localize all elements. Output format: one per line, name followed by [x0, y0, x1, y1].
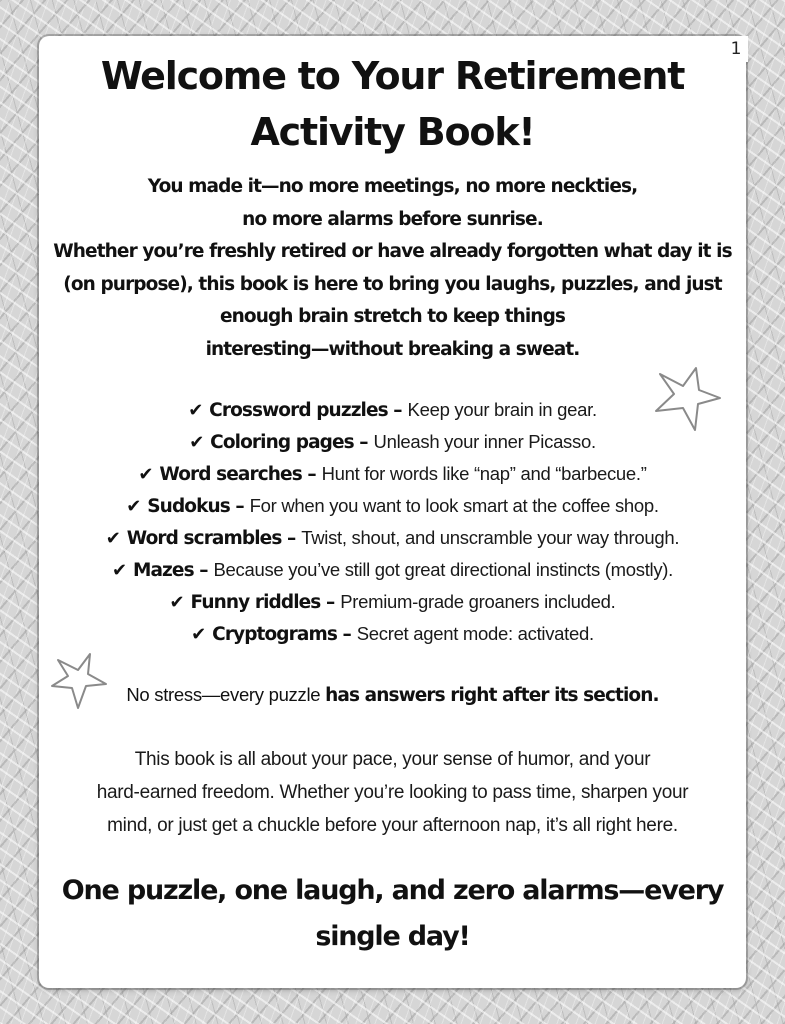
- feature-item-sudokus: [0, 490, 785, 522]
- feature-item-word-scrambles: [0, 522, 785, 554]
- closing-line-1: One puzzle, one laugh, and zero alarms—every: [61, 875, 724, 906]
- check-mark-icon: ✔: [189, 432, 205, 453]
- check-mark-icon: ✔: [191, 624, 207, 645]
- intro-line: (on purpose), this book is here to bring you laughs, puzzles, and just: [63, 273, 722, 295]
- feature-name: Word scrambles –: [126, 528, 296, 549]
- feature-item-cryptograms: [0, 618, 785, 650]
- closing-line-2: single day!: [315, 921, 470, 952]
- feature-name: Cryptograms –: [212, 624, 351, 645]
- closing-tagline: [0, 868, 785, 960]
- intro-line: no more alarms before sunrise.: [242, 208, 543, 230]
- about-line: This book is all about your pace, your sense of humor, and your: [134, 749, 651, 770]
- feature-name: Funny riddles –: [190, 592, 335, 613]
- intro-line: enough brain stretch to keep things: [219, 306, 566, 327]
- page-title-line-2: Activity Book!: [250, 110, 535, 154]
- feature-description: Twist, shout, and unscramble your way through.: [301, 527, 680, 548]
- intro-line: You made it—no more meetings, no more neckties,: [147, 176, 638, 197]
- check-mark-icon: ✔: [111, 560, 128, 581]
- intro-paragraph: [0, 171, 785, 366]
- intro-line: interesting—without breaking a sweat.: [205, 338, 580, 360]
- about-line: mind, or just get a chuckle before your afternoon nap, it’s all right here.: [107, 815, 678, 836]
- check-mark-icon: ✔: [105, 528, 121, 549]
- feature-item-word-searches: [0, 458, 785, 490]
- answers-note-text: No stress—every puzzle: [126, 684, 326, 705]
- feature-item-coloring: [0, 426, 785, 458]
- feature-item-crossword: [0, 394, 785, 426]
- feature-item-funny-riddles: [0, 586, 785, 618]
- about-paragraph: [0, 743, 785, 842]
- feature-name: Sudokus –: [147, 496, 244, 517]
- check-mark-icon: ✔: [169, 592, 185, 613]
- feature-item-mazes: [0, 554, 785, 586]
- feature-description: Secret agent mode: activated.: [356, 623, 594, 644]
- feature-description: Because you’ve still got great directional instincts (mostly).: [213, 559, 674, 580]
- feature-description: Hunt for words like “nap” and “barbecue.”: [321, 463, 647, 484]
- feature-description: Keep your brain in gear.: [407, 399, 597, 420]
- check-mark-icon: ✔: [138, 464, 154, 485]
- feature-description: For when you want to look smart at the coffee shop.: [249, 495, 659, 516]
- answers-note-emphasis: has answers right after its section.: [325, 685, 659, 706]
- feature-description: Premium-grade groaners included.: [340, 591, 616, 612]
- check-mark-icon: ✔: [188, 400, 204, 421]
- page-number: 1: [724, 36, 748, 62]
- check-mark-icon: ✔: [126, 496, 142, 517]
- page-title: [0, 48, 785, 160]
- answers-note: [0, 679, 785, 712]
- intro-line: Whether you’re freshly retired or have already forgotten what day it is: [53, 241, 732, 262]
- feature-name: Crossword puzzles –: [209, 400, 402, 421]
- feature-name: Mazes –: [132, 560, 208, 581]
- feature-name: Word searches –: [159, 464, 316, 485]
- feature-list: [0, 394, 785, 650]
- feature-name: Coloring pages –: [210, 432, 368, 453]
- about-line: hard-earned freedom. Whether you’re looking to pass time, sharpen your: [96, 782, 689, 803]
- page-title-line-1: Welcome to Your Retirement: [100, 54, 685, 98]
- feature-description: Unleash your inner Picasso.: [373, 431, 596, 452]
